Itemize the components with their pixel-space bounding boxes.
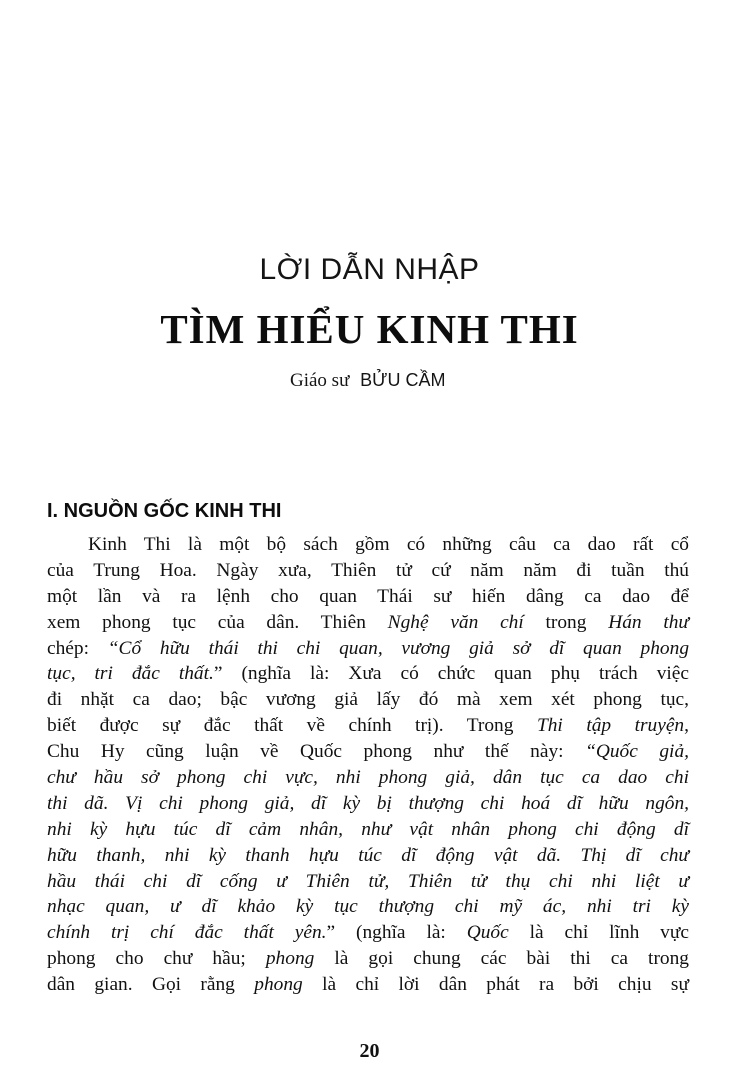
body-line-segment: Thi tập truyện [536, 715, 685, 737]
body-line [47, 636, 689, 662]
page-number: 20 [359, 1040, 380, 1062]
body-line-segment: nhi kỳ hựu túc dĩ cảm nhân, như vật nhân phong chi động dĩ [47, 818, 689, 840]
body-line [47, 584, 689, 610]
body-line-segment: Nghệ văn chí [387, 611, 524, 633]
body-line-segment: tục, tri đắc thất. [47, 663, 214, 685]
body-line-segment: ” (nghĩa là: Xưa có chức quan phụ trách việc [213, 663, 689, 685]
body-line [47, 532, 689, 558]
body-line [47, 817, 689, 843]
author-prefix: Giáo sư [290, 370, 350, 391]
body-line-segment: phong cho chư hầu; [47, 948, 266, 970]
body-line-segment: một lần và ra lệnh cho quan Thái sư hiến dâng ca dao để [47, 585, 689, 607]
body-line-segment: ” (nghĩa là: [326, 922, 467, 944]
body-line-segment: chính trị chí đắc thất yên. [47, 922, 327, 944]
body-line [47, 558, 689, 584]
body-line-segment: chư hầu sở phong chi vực, nhi phong giả, dân tục ca dao chi [47, 767, 689, 789]
body-line [47, 739, 689, 765]
body-line-segment: Kinh Thi là một bộ sách gồm có những câu ca dao rất cổ [88, 534, 689, 555]
body-line [47, 869, 689, 895]
body-line [47, 765, 689, 791]
body-line [47, 843, 689, 869]
body-line [47, 713, 689, 739]
body-line-segment: Quốc [466, 922, 509, 944]
body-line-segment: phong [254, 974, 303, 996]
author-line [290, 370, 446, 392]
body-line-segment: của Trung Hoa. Ngày xưa, Thiên tử cứ năm năm đi tuần thú [47, 559, 689, 581]
body-line-segment: thi dã. Vị chi phong giả, dĩ kỳ bị thượng chi hoá dĩ hữu ngôn, [47, 792, 689, 814]
body-line [47, 894, 689, 920]
body-line-segment: “Cổ hữu thái thi chi quan, vương giả sở dĩ quan phong [107, 637, 690, 659]
body-line-segment: Chu Hy cũng luận về Quốc phong như thế này: [47, 741, 586, 763]
body-line-segment: là gọi chung các bài thi ca trong [314, 948, 689, 970]
body-line-segment: trong [523, 611, 609, 633]
body-line-segment: phong [265, 948, 315, 970]
body-line-segment: hữu thanh, nhi kỳ thanh hựu túc dĩ động vật dã. Thị dĩ chư [47, 844, 689, 866]
body-line-segment: nhạc quan, ư dĩ khảo kỳ tục thượng chi mỹ ác, nhi tri kỳ [47, 896, 689, 918]
body-line-segment: hầu thái chi dĩ cống ư Thiên tử, Thiên tử thụ chi nhi liệt ư [47, 870, 689, 892]
body-line [47, 610, 689, 636]
body-line [47, 946, 689, 972]
body-line [47, 920, 689, 946]
body-line-segment: đi nhặt ca dao; bậc vương giả lấy đó mà xem xét phong tục, [47, 689, 689, 711]
body-paragraph [47, 532, 689, 998]
body-line-segment: xem phong tục của dân. Thiên [47, 611, 388, 633]
body-line [47, 972, 689, 998]
body-line-segment: chép: [47, 637, 108, 659]
body-line [47, 661, 689, 687]
chapter-eyebrow: LỜI DẪN NHẬP [259, 253, 480, 286]
body-line-segment: , [684, 715, 689, 737]
section-heading: I. NGUỒN GỐC KINH THI [47, 500, 282, 522]
body-line-segment: “Quốc giả, [585, 741, 689, 763]
chapter-title: TÌM HIỂU KINH THI [160, 306, 579, 352]
body-line [47, 791, 689, 817]
body-line [47, 687, 689, 713]
body-line-segment: dân gian. Gọi rằng [47, 974, 255, 996]
body-line-segment: là chỉ lĩnh vực [508, 922, 689, 944]
body-line-segment: biết được sự đắc thất về chính trị). Trong [47, 715, 537, 737]
body-line-segment: là chỉ lời dân phát ra bởi chịu sự [302, 974, 689, 996]
author-name: BỬU CẦM [360, 370, 446, 390]
body-line-segment: Hán thư [608, 611, 689, 633]
